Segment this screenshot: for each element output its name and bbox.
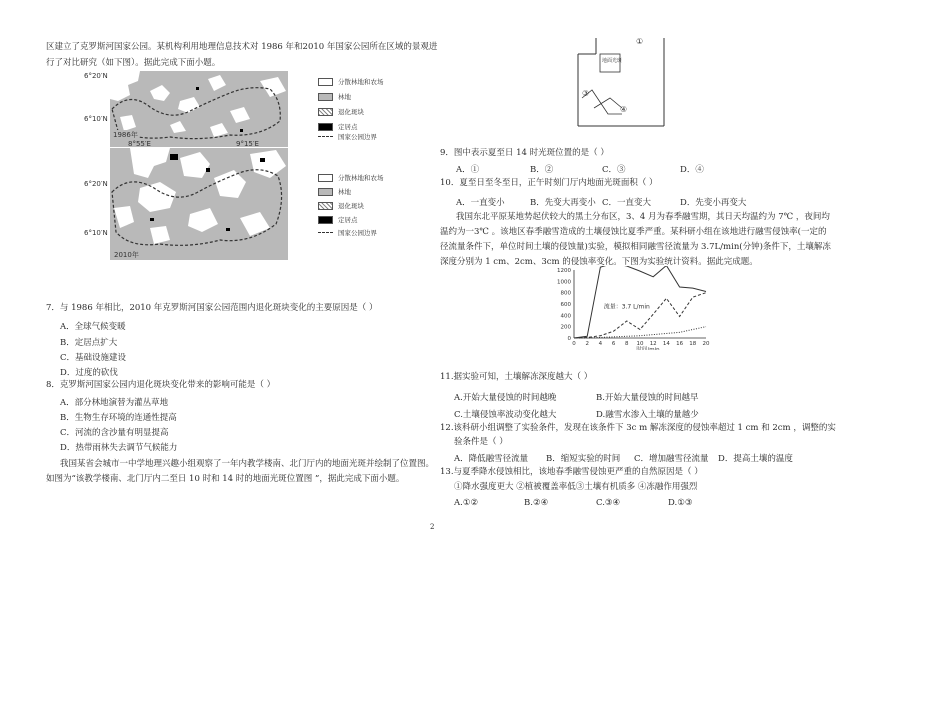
q8-option-b[interactable]: B．生物生存环境的连通性提高 xyxy=(60,413,177,423)
legend-swatch-forest xyxy=(318,188,333,196)
chart-x-tick-label: 18 xyxy=(689,341,697,347)
q12-option-c[interactable]: C．增加融雪径流量 xyxy=(634,454,709,464)
map1-lon-right: 9°15′E xyxy=(236,140,259,148)
q10-option-b[interactable]: B．先变大再变小 xyxy=(530,198,596,208)
legend-label: 分散林地和农场 xyxy=(338,78,384,86)
chart-y-tick-label: 400 xyxy=(560,313,571,320)
q7-stem: 7．与 1986 年相比，2010 年克罗斯河国家公园范围内退化斑块变化的主要原因是（ ） xyxy=(46,303,378,313)
q9-option-c[interactable]: C．③ xyxy=(602,165,626,175)
chart-y-tick-label: 800 xyxy=(560,290,571,297)
light-spot-diagram-graphic xyxy=(560,38,670,138)
legend-label: 林地 xyxy=(338,188,351,196)
legend-label: 国家公园边界 xyxy=(338,229,377,237)
q10-option-d[interactable]: D．先变小再变大 xyxy=(680,198,747,208)
chart-x-tick-label: 20 xyxy=(702,341,710,347)
passage2-line-2: 如图为“该教学楼南、北门厅内二至日 10 时和 14 时的地面光斑位置图 ”，据此完成下面小题。 xyxy=(46,474,405,484)
erosion-chart-svg xyxy=(548,266,716,350)
q11-stem: 11.据实验可知，土壤解冻深度越大（ ） xyxy=(440,372,593,382)
q11-option-c[interactable]: C.土壤侵蚀率波动变化越大 xyxy=(454,410,557,420)
q8-option-a[interactable]: A．部分林地演替为灌丛草地 xyxy=(60,398,169,408)
q9-option-b[interactable]: B．② xyxy=(530,165,554,175)
q11-option-a[interactable]: A.开始大量侵蚀的时间越晚 xyxy=(454,393,557,403)
q13-stem: 13.与夏季降水侵蚀相比，该地春季融雪侵蚀更严重的自然原因是（ ） xyxy=(440,467,703,477)
q13-items: ①降水强度更大 ②植被覆盖率低③土壤有机质多 ④冻融作用强烈 xyxy=(454,482,698,492)
legend-label: 分散林地和农场 xyxy=(338,174,384,182)
legend-swatch-settlement xyxy=(318,123,333,131)
chart-x-tick-label: 12 xyxy=(649,341,657,347)
diagram-label-4: ④ xyxy=(620,105,628,114)
diagram-box-label: 地面光斑 xyxy=(602,58,623,64)
map-2010-graphic xyxy=(110,148,288,260)
legend-line-boundary xyxy=(318,232,333,233)
light-spot-diagram xyxy=(560,38,670,138)
chart-x-tick-label: 16 xyxy=(676,341,684,347)
q12-stem-2: 验条件是（ ） xyxy=(454,437,508,447)
q10-option-c[interactable]: C．一直变大 xyxy=(602,198,652,208)
map2-lat-top: 6°20′N xyxy=(84,180,108,188)
q8-option-d[interactable]: D．热带雨林失去调节气候能力 xyxy=(60,443,178,453)
q7-option-b[interactable]: B．定居点扩大 xyxy=(60,338,118,348)
chart-y-tick-label: 600 xyxy=(560,302,571,308)
q12-option-d[interactable]: D．提高土壤的温度 xyxy=(718,454,793,464)
chart-series-line-1cm xyxy=(574,327,706,338)
page-number: 2 xyxy=(430,523,435,531)
map-2010 xyxy=(110,148,288,260)
q7-option-d[interactable]: D．过度的砍伐 xyxy=(60,368,118,378)
map1-lat-bottom: 6°10′N xyxy=(84,115,108,123)
q12-option-b[interactable]: B．缩短实验的时间 xyxy=(546,454,621,464)
q9-option-d[interactable]: D．④ xyxy=(680,165,704,175)
legend-swatch-forest xyxy=(318,93,333,101)
map2-lat-bottom: 6°10′N xyxy=(84,229,108,237)
q13-option-b[interactable]: B.②④ xyxy=(524,498,549,508)
q8-stem: 8．克罗斯河国家公园内退化斑块变化带来的影响可能是（ ） xyxy=(46,380,276,390)
erosion-chart xyxy=(548,266,716,350)
q13-option-a[interactable]: A.①② xyxy=(454,498,479,508)
legend-label: 定居点 xyxy=(338,123,358,131)
legend-label: 林地 xyxy=(338,93,351,101)
q9-stem: 9．图中表示夏至日 14 时光斑位置的是（ ） xyxy=(440,148,609,158)
map2-year: 2010年 xyxy=(114,251,139,259)
q7-option-a[interactable]: A．全球气候变暖 xyxy=(60,322,126,332)
intro-line-2: 行了对比研究（如下图）。据此完成下面小题。 xyxy=(46,58,221,68)
chart-y-tick-label: 1200 xyxy=(557,268,571,274)
chart-x-tick-label: 6 xyxy=(611,341,616,347)
q10-option-a[interactable]: A．一直变小 xyxy=(456,198,505,208)
q11-option-b[interactable]: B.开始大量侵蚀的时间越早 xyxy=(596,393,699,403)
q12-stem-1: 12.该科研小组调整了实验条件，发现在该条件下 3c m 解冻深度的侵蚀率超过 1 cm 和 2cm ，调整的实 xyxy=(440,423,836,433)
passage3-line-4: 深度分别为 1 cm、2cm、3cm 的侵蚀率变化。下图为实验统计资料。据此完成题。 xyxy=(440,257,758,267)
map1-lat-top: 6°20′N xyxy=(84,72,108,80)
legend-label: 退化斑块 xyxy=(338,202,364,210)
chart-x-tick-label: 14 xyxy=(662,341,670,347)
passage3-line-1: 我国东北平原某地势起伏较大的黑土分布区，3、4 月为春季融雪期，其日天均温约为 7℃ ，夜间均 xyxy=(456,212,830,222)
chart-x-tick-label: 0 xyxy=(572,341,576,347)
q8-option-c[interactable]: C．河流的含沙量有明显提高 xyxy=(60,428,169,438)
chart-x-tick-label: 8 xyxy=(625,341,629,347)
intro-line-1: 区建立了克罗斯河国家公园。某机构利用地理信息技术对 1986 年和2010 年国家公园所在区域的景观进 xyxy=(46,42,438,52)
chart-annotation: 流量：3.7 L/min xyxy=(603,303,650,311)
passage3-line-2: 温约为一3℃ 。该地区春季融雪造成的土壤侵蚀比夏季严重。某科研小组在该地进行融雪侵蚀率(一定的 xyxy=(440,227,827,237)
legend-swatch-settlement xyxy=(318,216,333,224)
legend-swatch-degraded xyxy=(318,108,333,116)
legend-label: 退化斑块 xyxy=(338,108,364,116)
q13-option-c[interactable]: C.③④ xyxy=(596,498,621,508)
q12-option-a[interactable]: A．降低融雪径流量 xyxy=(454,454,529,464)
legend-swatch-scattered xyxy=(318,78,333,86)
chart-series-line-3cm xyxy=(574,266,706,338)
map1-year: 1986年 xyxy=(113,131,138,139)
chart-x-tick-label: 2 xyxy=(585,341,589,347)
chart-y-tick-label: 0 xyxy=(567,336,571,342)
q9-option-a[interactable]: A．① xyxy=(456,165,480,175)
q7-option-c[interactable]: C．基础设施建设 xyxy=(60,353,127,363)
legend-label: 定居点 xyxy=(338,216,358,224)
passage2-line-1: 我国某省会城市一中学地理兴趣小组观察了一年内教学楼南、北门厅内的地面光斑并绘制了位置图。 xyxy=(60,459,435,469)
legend-swatch-degraded xyxy=(318,202,333,210)
diagram-label-3: ③ xyxy=(582,89,590,98)
q13-option-d[interactable]: D.①③ xyxy=(668,498,693,508)
chart-x-axis-label: 时间/min xyxy=(636,347,660,350)
chart-y-tick-label: 200 xyxy=(560,324,571,331)
map1-lon-left: 8°55′E xyxy=(128,140,151,148)
legend-swatch-scattered xyxy=(318,174,333,182)
q10-stem: 10．夏至日至冬至日，正午时刻门厅内地面光斑面积（ ） xyxy=(440,178,658,188)
legend-line-boundary xyxy=(318,136,333,137)
q11-option-d[interactable]: D.融雪水渗入土壤的量越少 xyxy=(596,410,699,420)
chart-x-tick-label: 10 xyxy=(636,341,644,347)
chart-y-tick-label: 1000 xyxy=(557,279,571,286)
legend-label: 国家公园边界 xyxy=(338,133,377,141)
diagram-label-1: ① xyxy=(636,38,644,46)
chart-x-tick-label: 4 xyxy=(598,341,603,347)
passage3-line-3: 径流量条件下，单位时间土壤的侵蚀量)实验，模拟相同融雪径流量为 3.7L/min(分钟)条件下，土壤解冻 xyxy=(440,242,831,252)
